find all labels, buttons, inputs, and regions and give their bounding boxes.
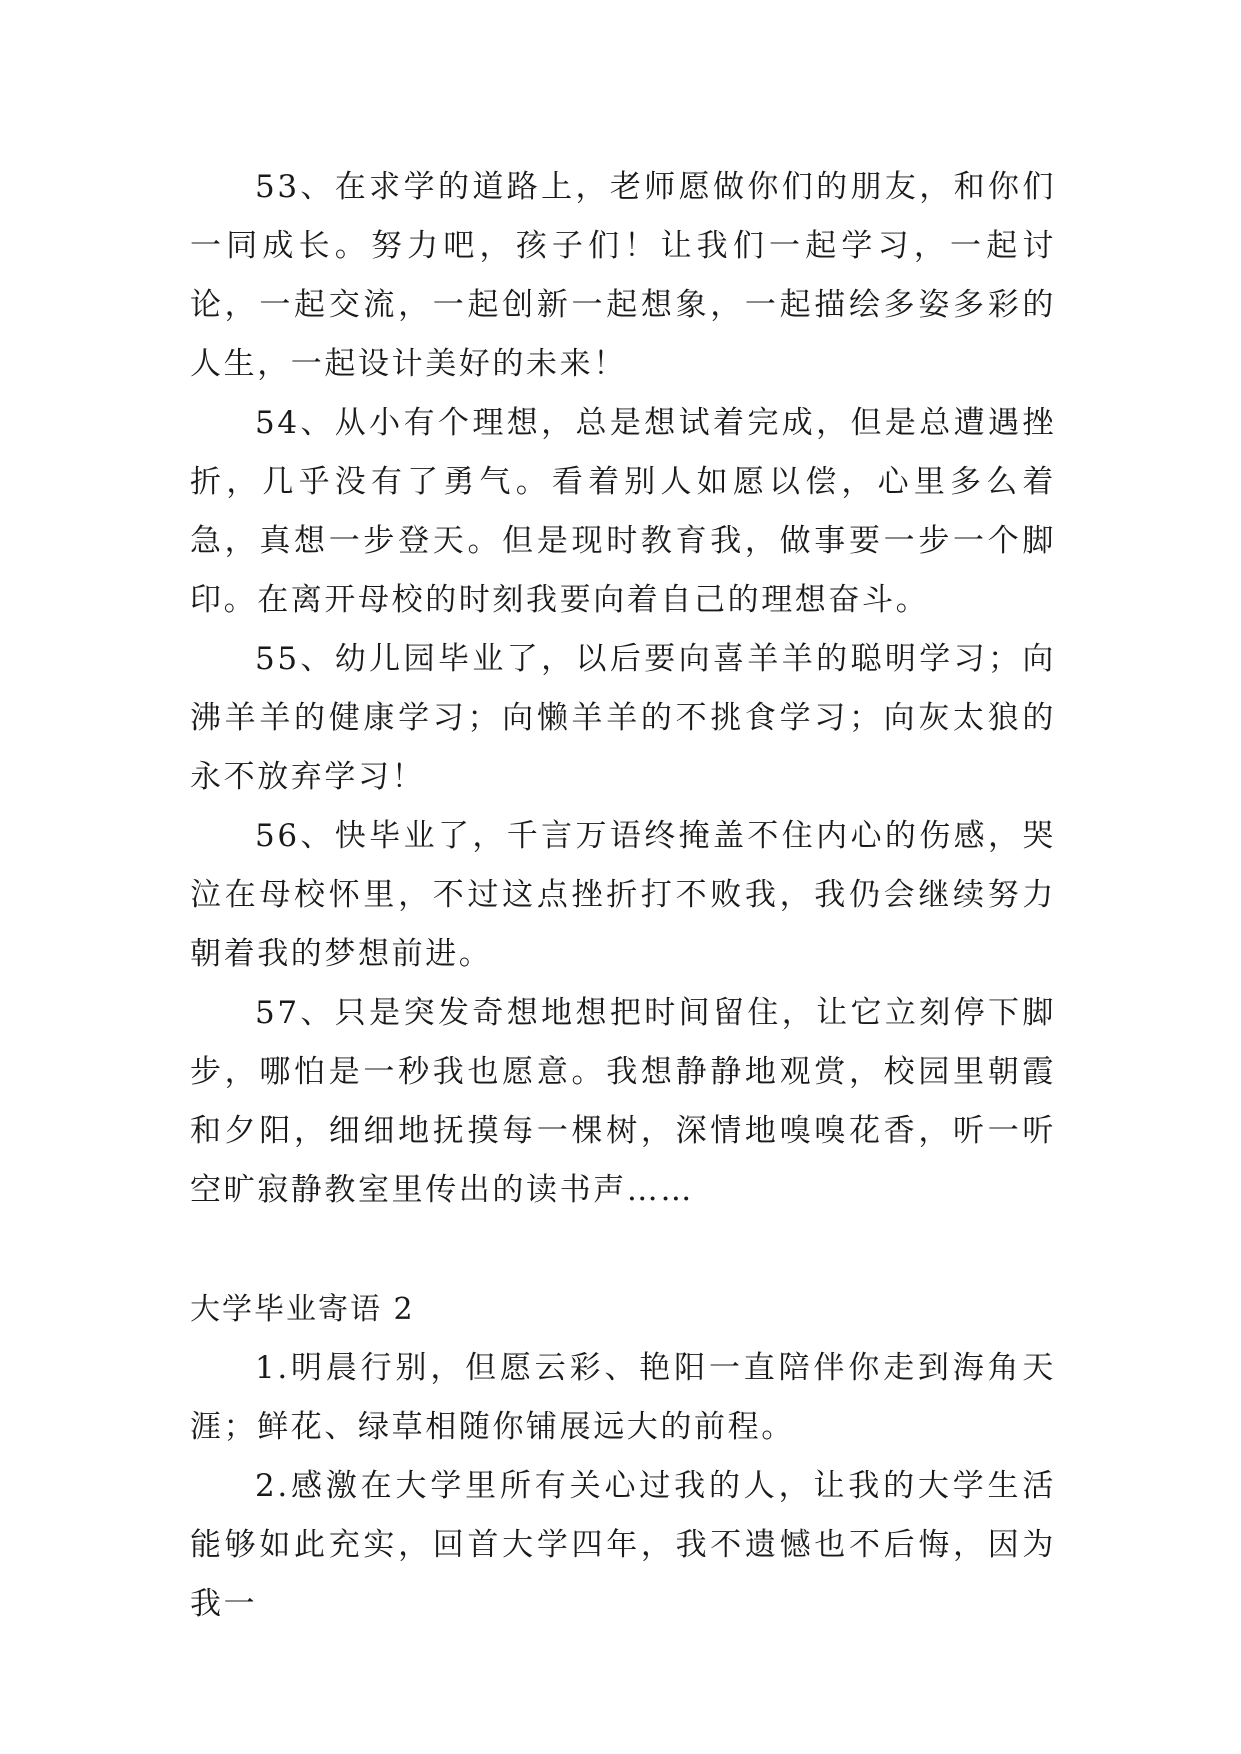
paragraph-53: 53、在求学的道路上，老师愿做你们的朋友，和你们一同成长。努力吧，孩子们！让我们一起学习，一起讨论，一起交流，一起创新一起想象，一起描绘多姿多彩的人生，一起设计美好的未来！ [190, 169, 1056, 382]
paragraph-54: 54、从小有个理想，总是想试着完成，但是总遭遇挫折，几乎没有了勇气。看着别人如愿以偿，心里多么着急，真想一步登天。但是现时教育我，做事要一步一个脚印。在离开母校的时刻我要向着自己的理想奋斗。 [190, 405, 1056, 618]
section-heading: 大学毕业寄语 2 [190, 1292, 415, 1327]
paragraph-2: 2.感激在大学里所有关心过我的人，让我的大学生活能够如此充实，回首大学四年，我不遗憾也不后悔，因为我一 [190, 1468, 1056, 1622]
paragraph-1: 1.明晨行别，但愿云彩、艳阳一直陪伴你走到海角天涯；鲜花、绿草相随你铺展远大的前程。 [190, 1350, 1056, 1445]
paragraph-55: 55、幼儿园毕业了，以后要向喜羊羊的聪明学习；向沸羊羊的健康学习；向懒羊羊的不挑食学习；向灰太狼的永不放弃学习！ [190, 641, 1056, 795]
paragraph-56: 56、快毕业了，千言万语终掩盖不住内心的伤感，哭泣在母校怀里，不过这点挫折打不败我，我仍会继续努力朝着我的梦想前进。 [190, 818, 1056, 972]
paragraph-57: 57、只是突发奇想地想把时间留住，让它立刻停下脚步，哪怕是一秒我也愿意。我想静静地观赏，校园里朝霞和夕阳，细细地抚摸每一棵树，深情地嗅嗅花香，听一听空旷寂静教室里传出的读书声…… [190, 995, 1056, 1208]
document-body [190, 158, 1056, 1634]
